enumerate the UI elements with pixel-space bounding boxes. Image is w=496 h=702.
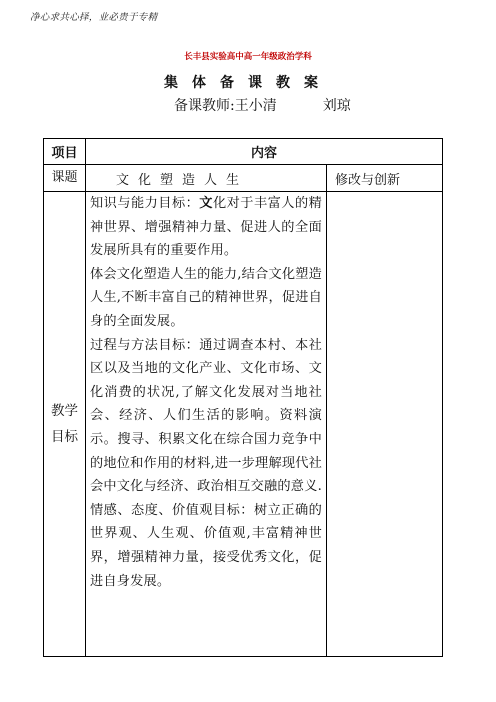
topic-row (44, 165, 443, 192)
goal-attitude-values: 情感、态度、价值观目标：树立正确的世界观、人生观、价值观,丰富精神世界，增强精神力量，接受优秀文化，促进自身发展。 (90, 502, 322, 589)
goals-label-line-1: 教学 (51, 403, 78, 419)
goal-knowledge-rest: 化对于丰富人的精神世界、增强精神力量、促进人的全面发展所具有的重要作用。 (90, 196, 322, 259)
header-item: 项目 (44, 139, 86, 165)
goals-label (44, 192, 86, 657)
goal-knowledge (90, 192, 322, 263)
teachers-line (174, 95, 351, 115)
goal-knowledge-bold: 文 (199, 196, 213, 211)
revise-content (327, 192, 443, 657)
revise-label: 修改与创新 (327, 165, 443, 192)
header-motto: 净心求共心择，业必贵于专精 (30, 12, 158, 23)
school-subject-title: 长丰县实验高中高一年级政治学科 (184, 52, 312, 62)
goals-row (44, 192, 443, 657)
goals-label-line-2: 目标 (51, 429, 78, 445)
topic-label: 课题 (44, 165, 86, 192)
goal-knowledge-lead: 知识与能力目标： (90, 196, 200, 211)
goal-process-method: 过程与方法目标：通过调查本村、本社区以及当地的文化产业、文化市场、文化消费的状况,了解文化发展对当地社会、经济、人们生活的影响。资料演示。搜寻、积累文化在综合国力竞争中的地位和作用的材料,进一步理解现代社会中文化与经济、政治相互交融的意义. (90, 337, 322, 495)
teacher-name-2: 刘琼 (322, 98, 351, 114)
header-content: 内容 (86, 139, 443, 165)
topic-name: 文化塑造人生 (86, 165, 327, 192)
lesson-plan-table (43, 138, 443, 657)
document-title: 集体备课教案 (164, 75, 332, 91)
goals-content (86, 192, 327, 657)
goal-ability: 体会文化塑造人生的能力,结合文化塑造人生,不断丰富自己的精神世界，促进自身的全面发展。 (90, 266, 322, 329)
teacher-label: 备课教师:王小清 (174, 98, 277, 114)
table-header-row (44, 139, 443, 165)
